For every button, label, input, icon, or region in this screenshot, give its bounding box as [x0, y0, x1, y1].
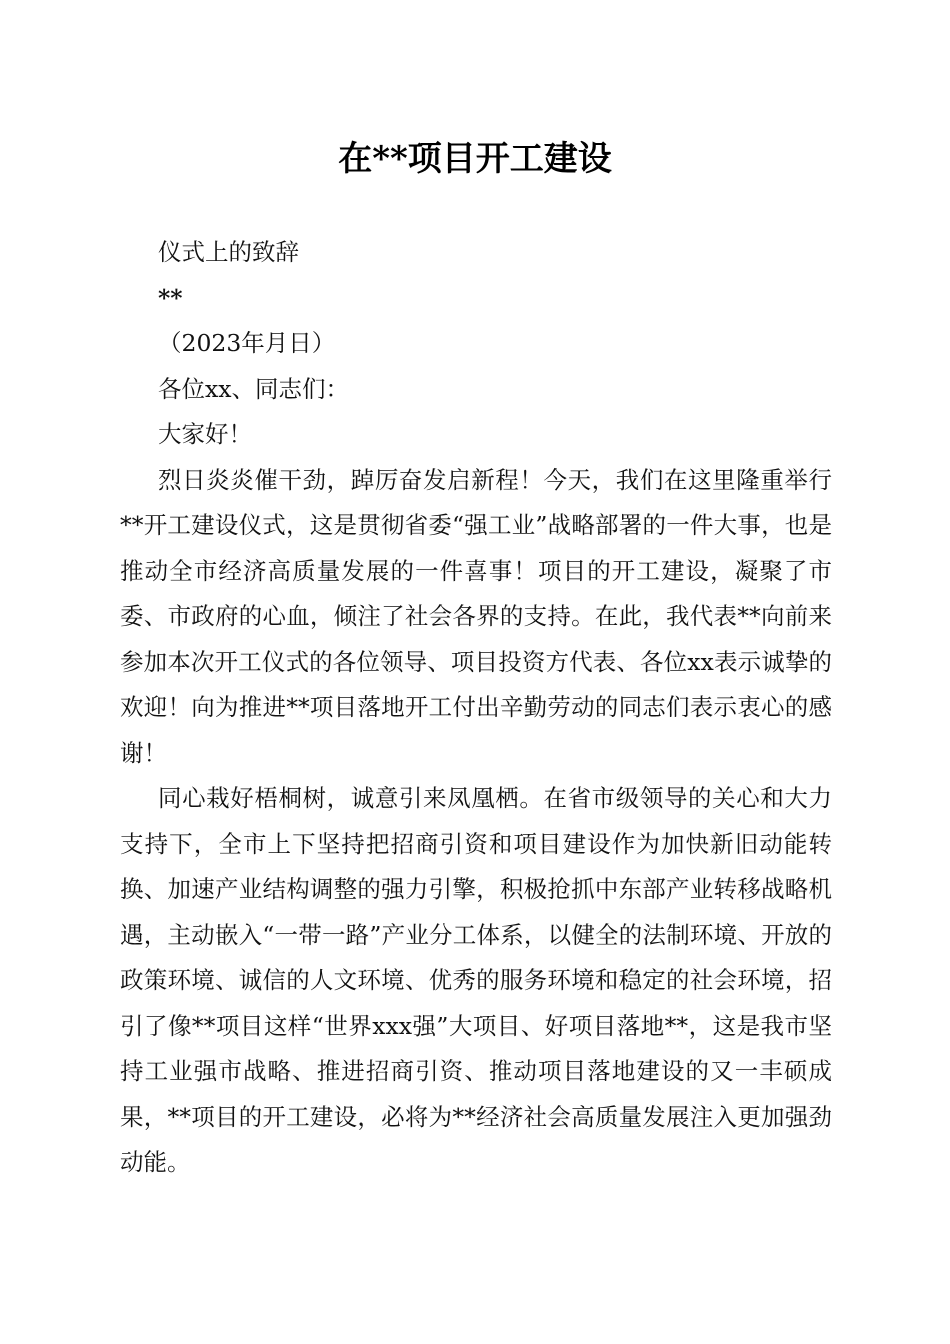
- paragraph-1: 烈日炎炎催干劲，踔厉奋发启新程！今天，我们在这里隆重举行**开工建设仪式，这是贯彻省委“强工业”战略部署的一件大事，也是推动全市经济高质量发展的一件喜事！项目的开工建设，凝聚了市委、市政府的心血，倾注了社会各界的支持。在此，我代表**向前来参加本次开工仪式的各位领导、项目投资方代表、各位xx表示诚挚的欢迎！向为推进**项目落地开工付出辛勤劳动的同志们表示衷心的感谢！: [120, 465, 832, 767]
- document-salutation: 各位xx、同志们：: [158, 374, 350, 403]
- paragraph-2: 同心栽好梧桐树，诚意引来凤凰栖。在省市级领导的关心和大力支持下，全市上下坚持把招商引资和项目建设作为加快新旧动能转换、加速产业结构调整的强力引擎，积极抢抓中东部产业转移战略机遇，主动嵌入“一带一路”产业分工体系，以健全的法制环境、开放的政策环境、诚信的人文环境、优秀的服务环境和稳定的社会环境，招引了像**项目这样“世界xxx强”大项目、好项目落地**，这是我市坚持工业强市战略、推进招商引资、推动项目落地建设的又一丰硕成果，**项目的开工建设，必将为**经济社会高质量发展注入更加强劲动能。: [120, 784, 832, 1176]
- document-title: 在**项目开工建设: [338, 139, 612, 179]
- document-date: （2023年月日）: [158, 329, 336, 357]
- document-author: **: [158, 283, 183, 312]
- document-greeting: 大家好！: [158, 420, 252, 448]
- document-subtitle: 仪式上的致辞: [158, 238, 299, 266]
- document-body: [120, 230, 832, 1186]
